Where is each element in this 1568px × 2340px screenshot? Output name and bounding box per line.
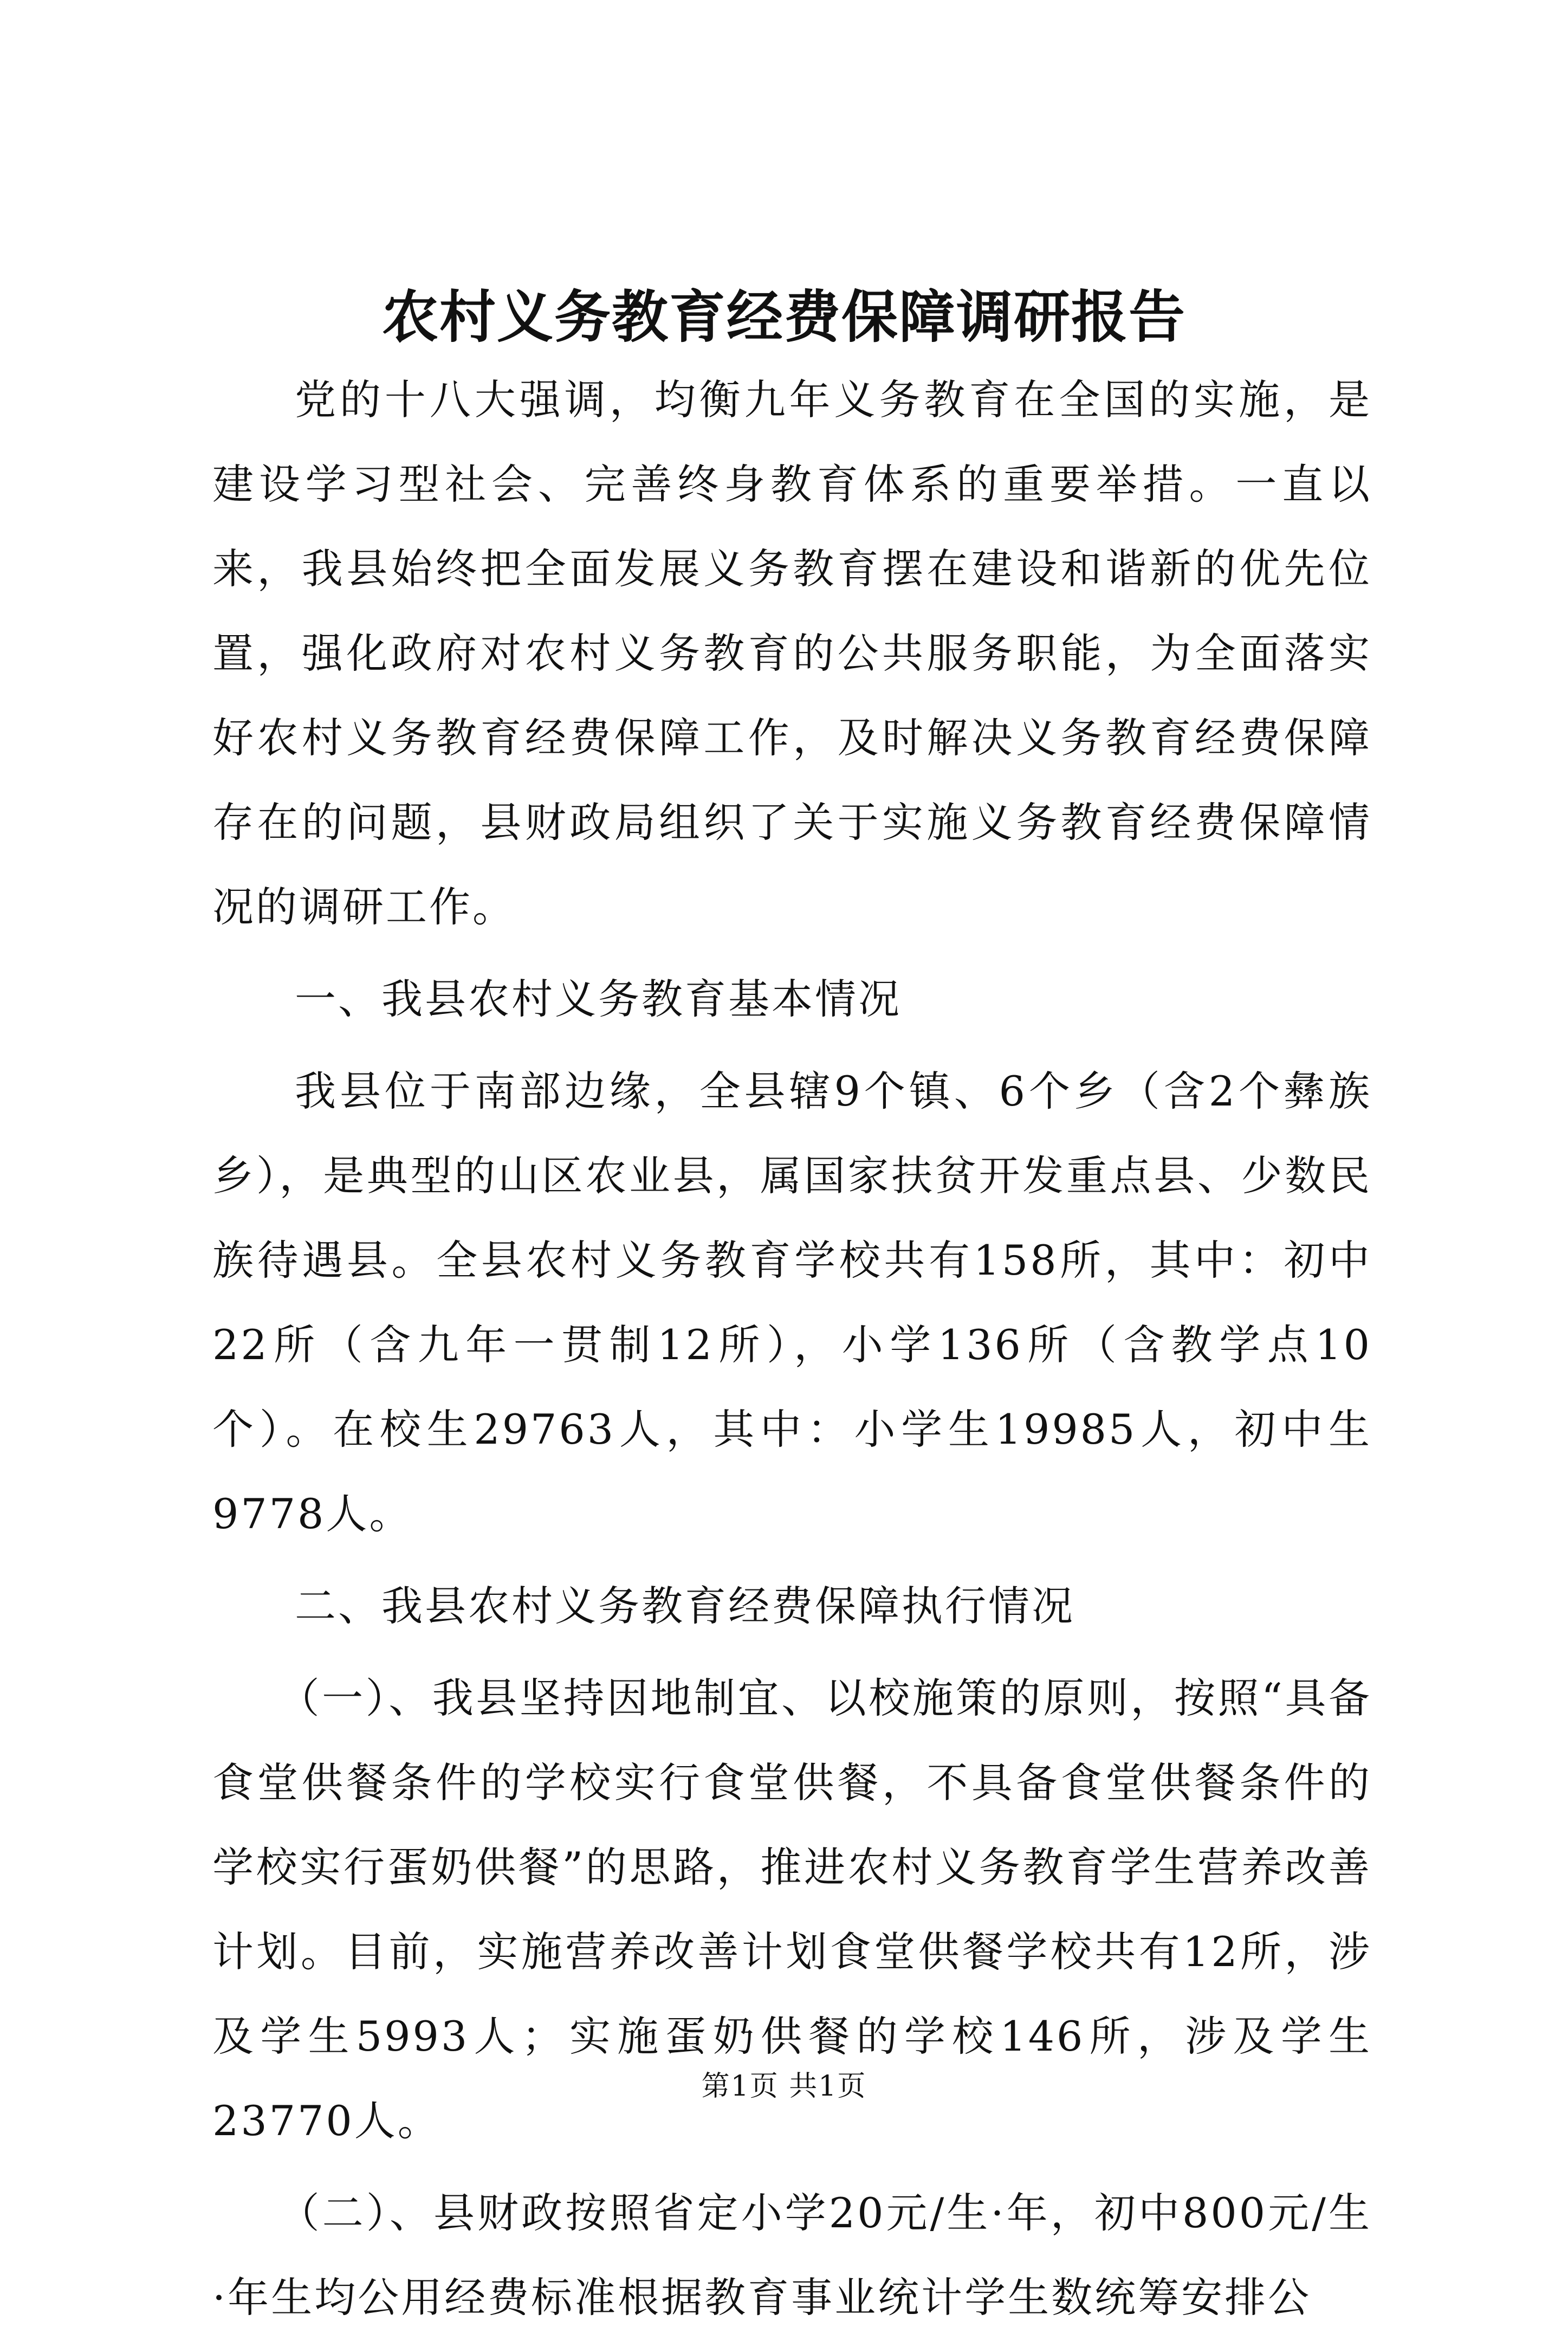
- section-2-item-1: （一）、我县坚持因地制宜、以校施策的原则，按照“具备食堂供餐条件的学校实行食堂供餐，不具备食堂供餐条件的学校实行蛋奶供餐”的思路，推进农村义务教育学生营养改善计划。目前，实施营养改善计划食堂供餐学校共有12所，涉及学生5993人；实施蛋奶供餐的学校146所，涉及学生23770人。: [212, 1674, 1372, 2145]
- document-body: [212, 358, 1372, 2340]
- section-heading-1: 一、我县农村义务教育基本情况: [295, 975, 902, 1023]
- section-1-paragraph: 我县位于南部边缘，全县辖9个镇、6个乡（含2个彝族乡），是典型的山区农业县，属国家扶贫开发重点县、少数民族待遇县。全县农村义务教育学校共有158所，其中：初中22所（含九年一贯制12所），小学136所（含教学点10个）。在校生29763人，其中：小学生19985人，初中生9778人。: [212, 1067, 1372, 1538]
- section-heading-2: 二、我县农村义务教育经费保障执行情况: [295, 1582, 1075, 1630]
- document-title: 农村义务教育经费保障调研报告: [381, 283, 1186, 350]
- section-2-item-2: （二）、县财政按照省定小学20元/生·年，初中800元/生·年生均公用经费标准根据教育事业统计学生数统筹安排公: [212, 2189, 1372, 2322]
- page-number-footer: 第1页 共1页: [701, 2070, 867, 2103]
- intro-paragraph: 党的十八大强调，均衡九年义务教育在全国的实施，是建设学习型社会、完善终身教育体系的重要举措。一直以来，我县始终把全面发展义务教育摆在建设和谐新的优先位置，强化政府对农村义务教育的公共服务职能，为全面落实好农村义务教育经费保障工作，及时解决义务教育经费保障存在的问题，县财政局组织了关于实施义务教育经费保障情况的调研工作。: [212, 376, 1372, 931]
